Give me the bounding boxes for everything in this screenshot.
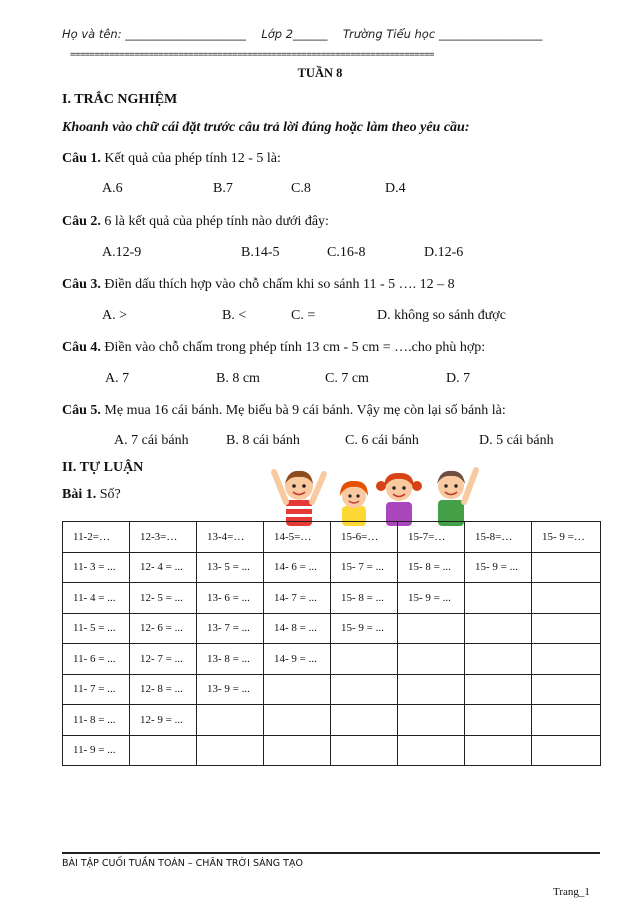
exercise-1-label: Bài 1. [62,487,97,502]
table-cell [465,674,532,705]
q3-option-b[interactable]: B. < [222,308,247,323]
q3-option-d[interactable]: D. không so sánh được [377,308,506,323]
class-field-label: Lớp 2______ [261,27,328,41]
q3-option-c[interactable]: C. = [291,308,316,323]
question-4-label: Câu 4. [62,340,101,355]
table-cell [532,644,601,675]
table-cell[interactable]: 11- 9 = ... [63,735,130,766]
table-cell[interactable]: 15- 9 = ... [465,552,532,583]
exercise-1-table [62,521,601,766]
q1-option-a[interactable]: A.6 [102,181,123,196]
table-cell[interactable]: 12- 6 = ... [130,613,197,644]
table-cell [465,644,532,675]
table-cell[interactable]: 11- 3 = ... [63,552,130,583]
children-cartoon-icon [268,464,484,526]
q2-option-d[interactable]: D.12-6 [424,245,464,260]
question-1-text: Kết quả của phép tính 12 - 5 là: [104,151,281,166]
table-cell [465,583,532,614]
table-cell [532,674,601,705]
part1-title: I. TRẮC NGHIỆM [62,92,178,107]
footer-text: BÀI TẬP CUỐI TUẦN TOÁN – CHÂN TRỜI SÁNG TẠO [62,858,303,869]
question-4-text: Điền vào chỗ chấm trong phép tính 13 cm - 5 cm = ….cho phù hợp: [104,340,486,355]
table-cell [532,705,601,736]
q4-option-d[interactable]: D. 7 [446,371,471,386]
q4-option-a[interactable]: A. 7 [105,371,130,386]
question-2 [62,214,329,230]
table-cell[interactable]: 14-5=… [264,522,331,553]
table-row [63,522,601,553]
q5-option-b[interactable]: B. 8 cái bánh [226,433,300,448]
student-info-header [62,27,592,41]
table-cell[interactable]: 11- 7 = ... [63,674,130,705]
table-cell[interactable]: 11-2=… [63,522,130,553]
q2-option-c[interactable]: C.16-8 [327,245,366,260]
table-cell[interactable]: 15- 9 =… [532,522,601,553]
question-5 [62,403,506,419]
table-cell[interactable]: 13- 7 = ... [197,613,264,644]
table-row [63,644,601,675]
table-cell [331,735,398,766]
table-cell [197,705,264,736]
q1-option-b[interactable]: B.7 [213,181,233,196]
table-row [63,735,601,766]
footer-divider [62,852,600,854]
table-cell[interactable]: 15- 7 = ... [331,552,398,583]
question-4 [62,340,485,356]
table-cell[interactable]: 12- 8 = ... [130,674,197,705]
table-cell [398,674,465,705]
table-cell [465,705,532,736]
table-cell [331,705,398,736]
question-2-label: Câu 2. [62,214,101,229]
table-cell [465,735,532,766]
table-cell[interactable]: 13- 6 = ... [197,583,264,614]
table-row [63,583,601,614]
table-cell [130,735,197,766]
table-cell[interactable]: 11- 8 = ... [63,705,130,736]
table-cell[interactable]: 15-8=… [465,522,532,553]
table-cell[interactable]: 13- 9 = ... [197,674,264,705]
table-cell [532,583,601,614]
q2-option-b[interactable]: B.14-5 [241,245,280,260]
q4-option-c[interactable]: C. 7 cm [325,371,369,386]
table-cell[interactable]: 15- 8 = ... [398,552,465,583]
table-cell[interactable]: 15-6=… [331,522,398,553]
table-cell [331,644,398,675]
question-1 [62,151,281,167]
table-cell [532,552,601,583]
table-cell[interactable]: 12-3=… [130,522,197,553]
table-cell [398,644,465,675]
table-cell[interactable]: 15- 9 = ... [331,613,398,644]
table-cell[interactable]: 15- 9 = ... [398,583,465,614]
table-cell [398,735,465,766]
question-2-text: 6 là kết quả của phép tính nào dưới đây: [104,214,329,229]
table-cell[interactable]: 14- 7 = ... [264,583,331,614]
part1-instruction: Khoanh vào chữ cái đặt trước câu trả lời đúng hoặc làm theo yêu cầu: [62,120,470,135]
table-cell[interactable]: 13- 5 = ... [197,552,264,583]
part2-title: II. TỰ LUẬN [62,460,144,475]
table-cell [465,613,532,644]
table-row [63,613,601,644]
table-cell[interactable]: 15-7=… [398,522,465,553]
q1-option-d[interactable]: D.4 [385,181,406,196]
q4-option-b[interactable]: B. 8 cm [216,371,260,386]
table-cell [532,735,601,766]
question-3-label: Câu 3. [62,277,101,292]
table-cell[interactable]: 14- 9 = ... [264,644,331,675]
school-field-label: Trường Tiểu học __________________ [342,27,543,41]
exercise-1 [62,487,121,503]
question-3-text: Điền dấu thích hợp vào chỗ chấm khi so sánh 11 - 5 …. 12 – 8 [104,277,455,292]
table-cell [532,613,601,644]
question-3 [62,277,455,293]
table-cell[interactable]: 14- 6 = ... [264,552,331,583]
table-row [63,674,601,705]
header-separator: ========================================================================== [70,50,434,60]
table-cell[interactable]: 15- 8 = ... [331,583,398,614]
q2-option-a[interactable]: A.12-9 [102,245,142,260]
table-cell[interactable]: 14- 8 = ... [264,613,331,644]
table-cell [264,674,331,705]
table-cell [398,613,465,644]
table-row [63,705,601,736]
table-cell[interactable]: 12- 5 = ... [130,583,197,614]
table-cell [331,674,398,705]
week-title: TUẦN 8 [297,66,343,80]
table-cell [197,735,264,766]
question-5-label: Câu 5. [62,403,101,418]
table-cell[interactable]: 13-4=… [197,522,264,553]
name-field-label: Họ và tên: _____________________ [62,27,246,41]
table-cell [264,735,331,766]
q5-option-d[interactable]: D. 5 cái bánh [479,433,554,448]
question-1-label: Câu 1. [62,151,101,166]
table-cell[interactable]: 11- 4 = ... [63,583,130,614]
table-cell[interactable]: 12- 9 = ... [130,705,197,736]
table-cell[interactable]: 11- 5 = ... [63,613,130,644]
table-cell[interactable]: 12- 7 = ... [130,644,197,675]
table-row [63,552,601,583]
table-cell[interactable]: 11- 6 = ... [63,644,130,675]
question-5-text: Mẹ mua 16 cái bánh. Mẹ biếu bà 9 cái bánh. Vậy mẹ còn lại số bánh là: [104,403,506,418]
exercise-1-text: Số? [99,487,121,502]
page-number: Trang_1 [553,886,590,898]
table-cell[interactable]: 13- 8 = ... [197,644,264,675]
table-cell [264,705,331,736]
table-cell[interactable]: 12- 4 = ... [130,552,197,583]
table-cell [398,705,465,736]
q5-option-a[interactable]: A. 7 cái bánh [114,433,189,448]
q1-option-c[interactable]: C.8 [291,181,311,196]
q3-option-a[interactable]: A. > [102,308,128,323]
q5-option-c[interactable]: C. 6 cái bánh [345,433,419,448]
